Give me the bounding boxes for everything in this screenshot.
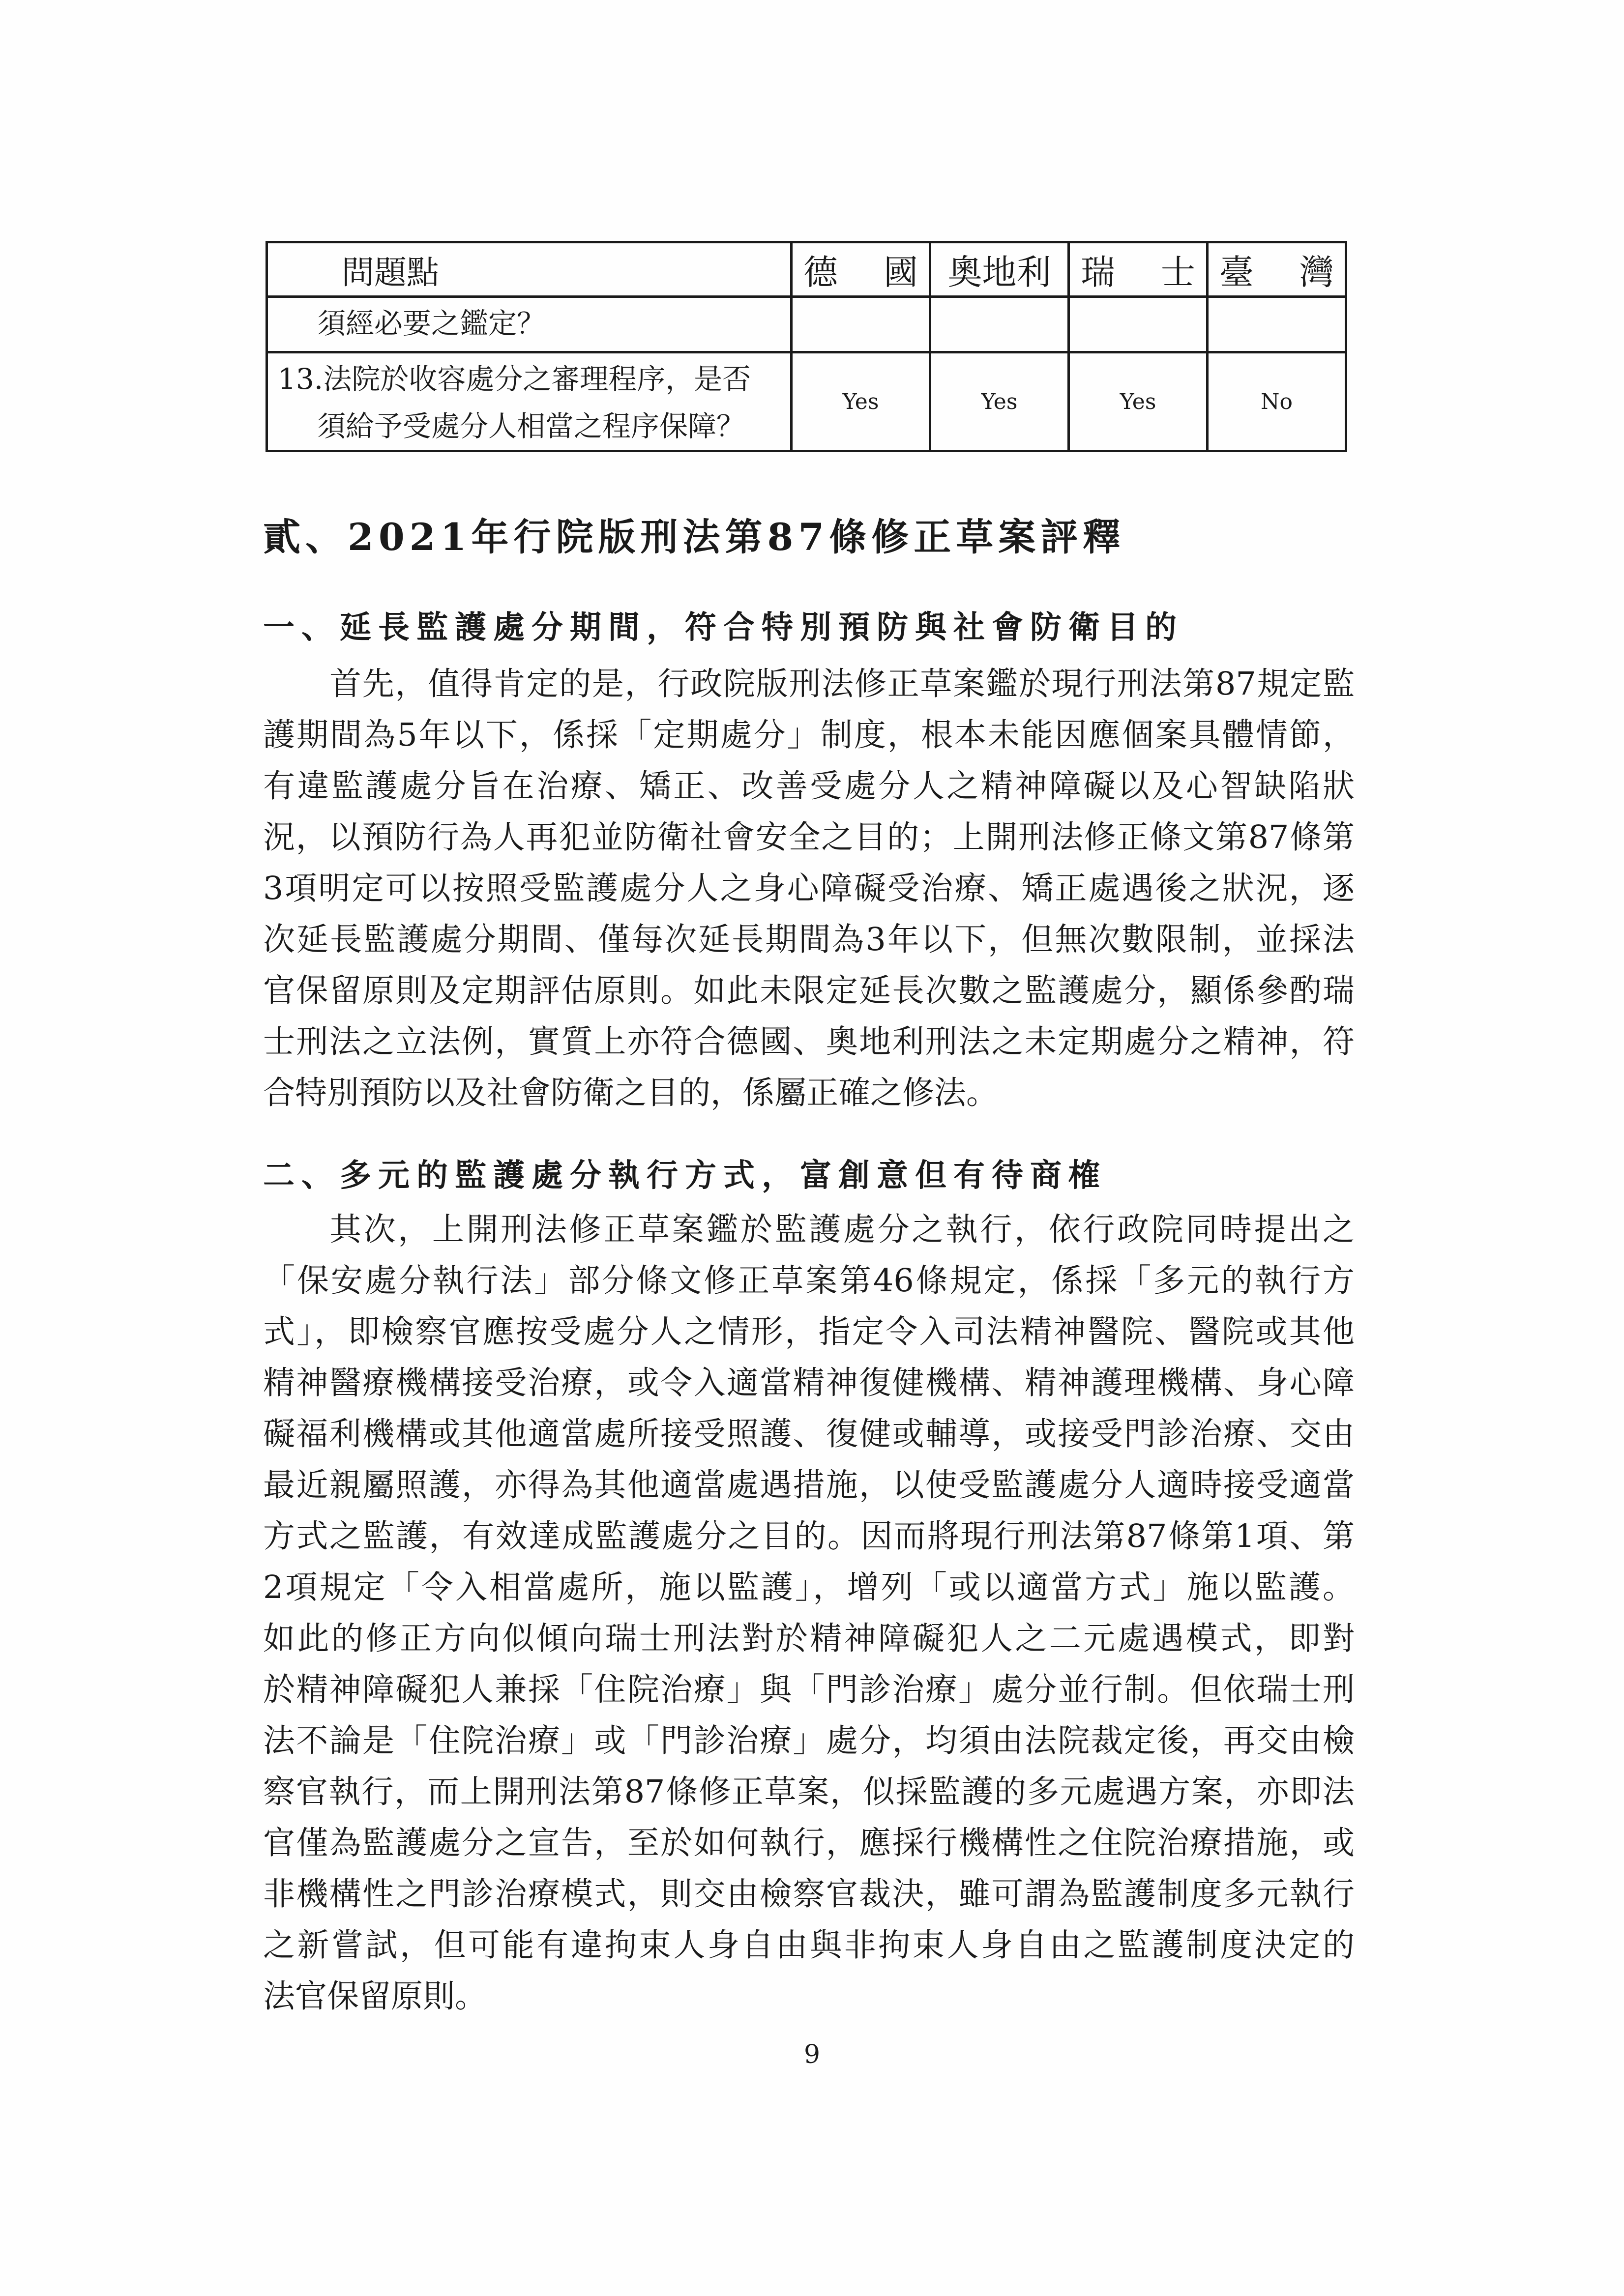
answer-austria: Yes — [930, 352, 1069, 451]
paragraph-line: 況，以預防行為人再犯並防衛社會安全之目的；上開刑法修正條文第87條第 — [263, 819, 1355, 856]
paragraph-line: 其次，上開刑法修正草案鑑於監護處分之執行，依行政院同時提出之 — [329, 1211, 1355, 1248]
paragraph-2 — [263, 1204, 1355, 2022]
paragraph-line: 精神醫療機構接受治療，或令入適當精神復健機構、精神護理機構、身心障 — [263, 1365, 1355, 1401]
paragraph-line: 非機構性之門診治療模式，則交由檢察官裁決，雖可謂為監護制度多元執行 — [263, 1876, 1355, 1913]
issue-cell — [267, 297, 792, 352]
paragraph-line: 合特別預防以及社會防衛之目的，係屬正確之修法。 — [263, 1075, 999, 1111]
paragraph-1 — [263, 659, 1355, 1119]
header-char: 臺 — [1219, 252, 1254, 292]
table-row — [267, 297, 1346, 352]
paragraph-line: 官僅為監護處分之宣告，至於如何執行，應採行機構性之住院治療措施，或 — [263, 1825, 1355, 1861]
paragraph-line: 於精神障礙犯人兼採「住院治療」與「門診治療」處分並行制。但依瑞士刑 — [263, 1671, 1355, 1708]
paragraph-line: 「保安處分執行法」部分條文修正草案第46條規定，係採「多元的執行方 — [263, 1262, 1355, 1299]
header-char: 士 — [1161, 252, 1195, 292]
paragraph-line: 察官執行，而上開刑法第87條修正草案，似採監護的多元處遇方案，亦即法 — [263, 1773, 1355, 1810]
paragraph-line: 式」，即檢察官應按受處分人之情形，指定令入司法精神醫院、醫院或其他 — [263, 1313, 1355, 1350]
header-switzerland-text — [1070, 245, 1206, 294]
issue-line: 13.法院於收容處分之審理程序，是否 — [278, 362, 751, 396]
paragraph-line: 護期間為5年以下，係採「定期處分」制度，根本未能因應個案具體情節， — [263, 717, 1355, 754]
paragraph-line: 有違監護處分旨在治療、矯正、改善受處分人之精神障礙以及心智缺陷狀 — [263, 768, 1355, 805]
header-char: 德 — [803, 252, 838, 292]
header-austria — [930, 242, 1069, 297]
paragraph-line: 法不論是「住院治療」或「門診治療」處分，均須由法院裁定後，再交由檢 — [263, 1722, 1355, 1759]
answer-taiwan: No — [1208, 352, 1346, 451]
subsection-title-2: 二、多元的監護處分執行方式，富創意但有待商榷 — [263, 1157, 1107, 1194]
answer-germany — [792, 297, 930, 352]
header-switzerland — [1069, 242, 1208, 297]
comparison-table — [266, 241, 1347, 452]
answer-austria — [930, 297, 1069, 352]
paragraph-line: 士刑法之立法例，實質上亦符合德國、奧地利刑法之未定期處分之精神，符 — [263, 1023, 1355, 1060]
header-germany — [792, 242, 930, 297]
page-number: 9 — [803, 2040, 821, 2069]
paragraph-line: 官保留原則及定期評估原則。如此未限定延長次數之監護處分，顯係參酌瑞 — [263, 972, 1355, 1009]
header-taiwan — [1208, 242, 1346, 297]
header-issue: 問題點 — [267, 242, 792, 297]
header-char: 灣 — [1299, 252, 1334, 292]
issue-line: 須經必要之鑑定？ — [317, 307, 546, 340]
section-title: 貳、2021年行院版刑法第87條修正草案評釋 — [263, 515, 1125, 559]
answer-switzerland — [1069, 297, 1208, 352]
answer-switzerland: Yes — [1069, 352, 1208, 451]
table-header-row — [267, 242, 1346, 297]
paragraph-line: 方式之監護，有效達成監護處分之目的。因而將現行刑法第87條第1項、第 — [263, 1518, 1355, 1555]
header-char: 瑞 — [1081, 252, 1115, 292]
paragraph-line: 首先，值得肯定的是，行政院版刑法修正草案鑑於現行刑法第87規定監 — [329, 666, 1355, 702]
paragraph-line: 3項明定可以按照受監護處分人之身心障礙受治療、矯正處遇後之狀況，逐 — [263, 870, 1355, 907]
paragraph-line: 次延長監護處分期間、僅每次延長期間為3年以下，但無次數限制，並採法 — [263, 921, 1355, 958]
issue-line: 須給予受處分人相當之程序保障？ — [317, 409, 745, 443]
paragraph-line: 之新嘗試，但可能有違拘束人身自由與非拘束人身自由之監護制度決定的 — [263, 1927, 1355, 1964]
paragraph-line: 法官保留原則。 — [263, 1978, 487, 2015]
header-char: 國 — [884, 252, 918, 292]
paragraph-line: 最近親屬照護，亦得為其他適當處遇措施，以使受監護處分人適時接受適當 — [263, 1467, 1355, 1504]
header-taiwan-text — [1209, 245, 1345, 294]
subsection-title-1: 一、延長監護處分期間，符合特別預防與社會防衛目的 — [263, 609, 1183, 646]
table-row — [267, 352, 1346, 451]
header-austria-text: 奧地利 — [947, 252, 1051, 292]
paragraph-line: 礙福利機構或其他適當處所接受照護、復健或輔導，或接受門診治療、交由 — [263, 1416, 1355, 1453]
header-germany-text — [793, 245, 929, 294]
issue-cell — [267, 352, 792, 451]
answer-taiwan — [1208, 297, 1346, 352]
paragraph-line: 2項規定「令入相當處所，施以監護」，增列「或以適當方式」施以監護。 — [263, 1569, 1355, 1606]
paragraph-line: 如此的修正方向似傾向瑞士刑法對於精神障礙犯人之二元處遇模式，即對 — [263, 1620, 1355, 1657]
answer-germany: Yes — [792, 352, 930, 451]
